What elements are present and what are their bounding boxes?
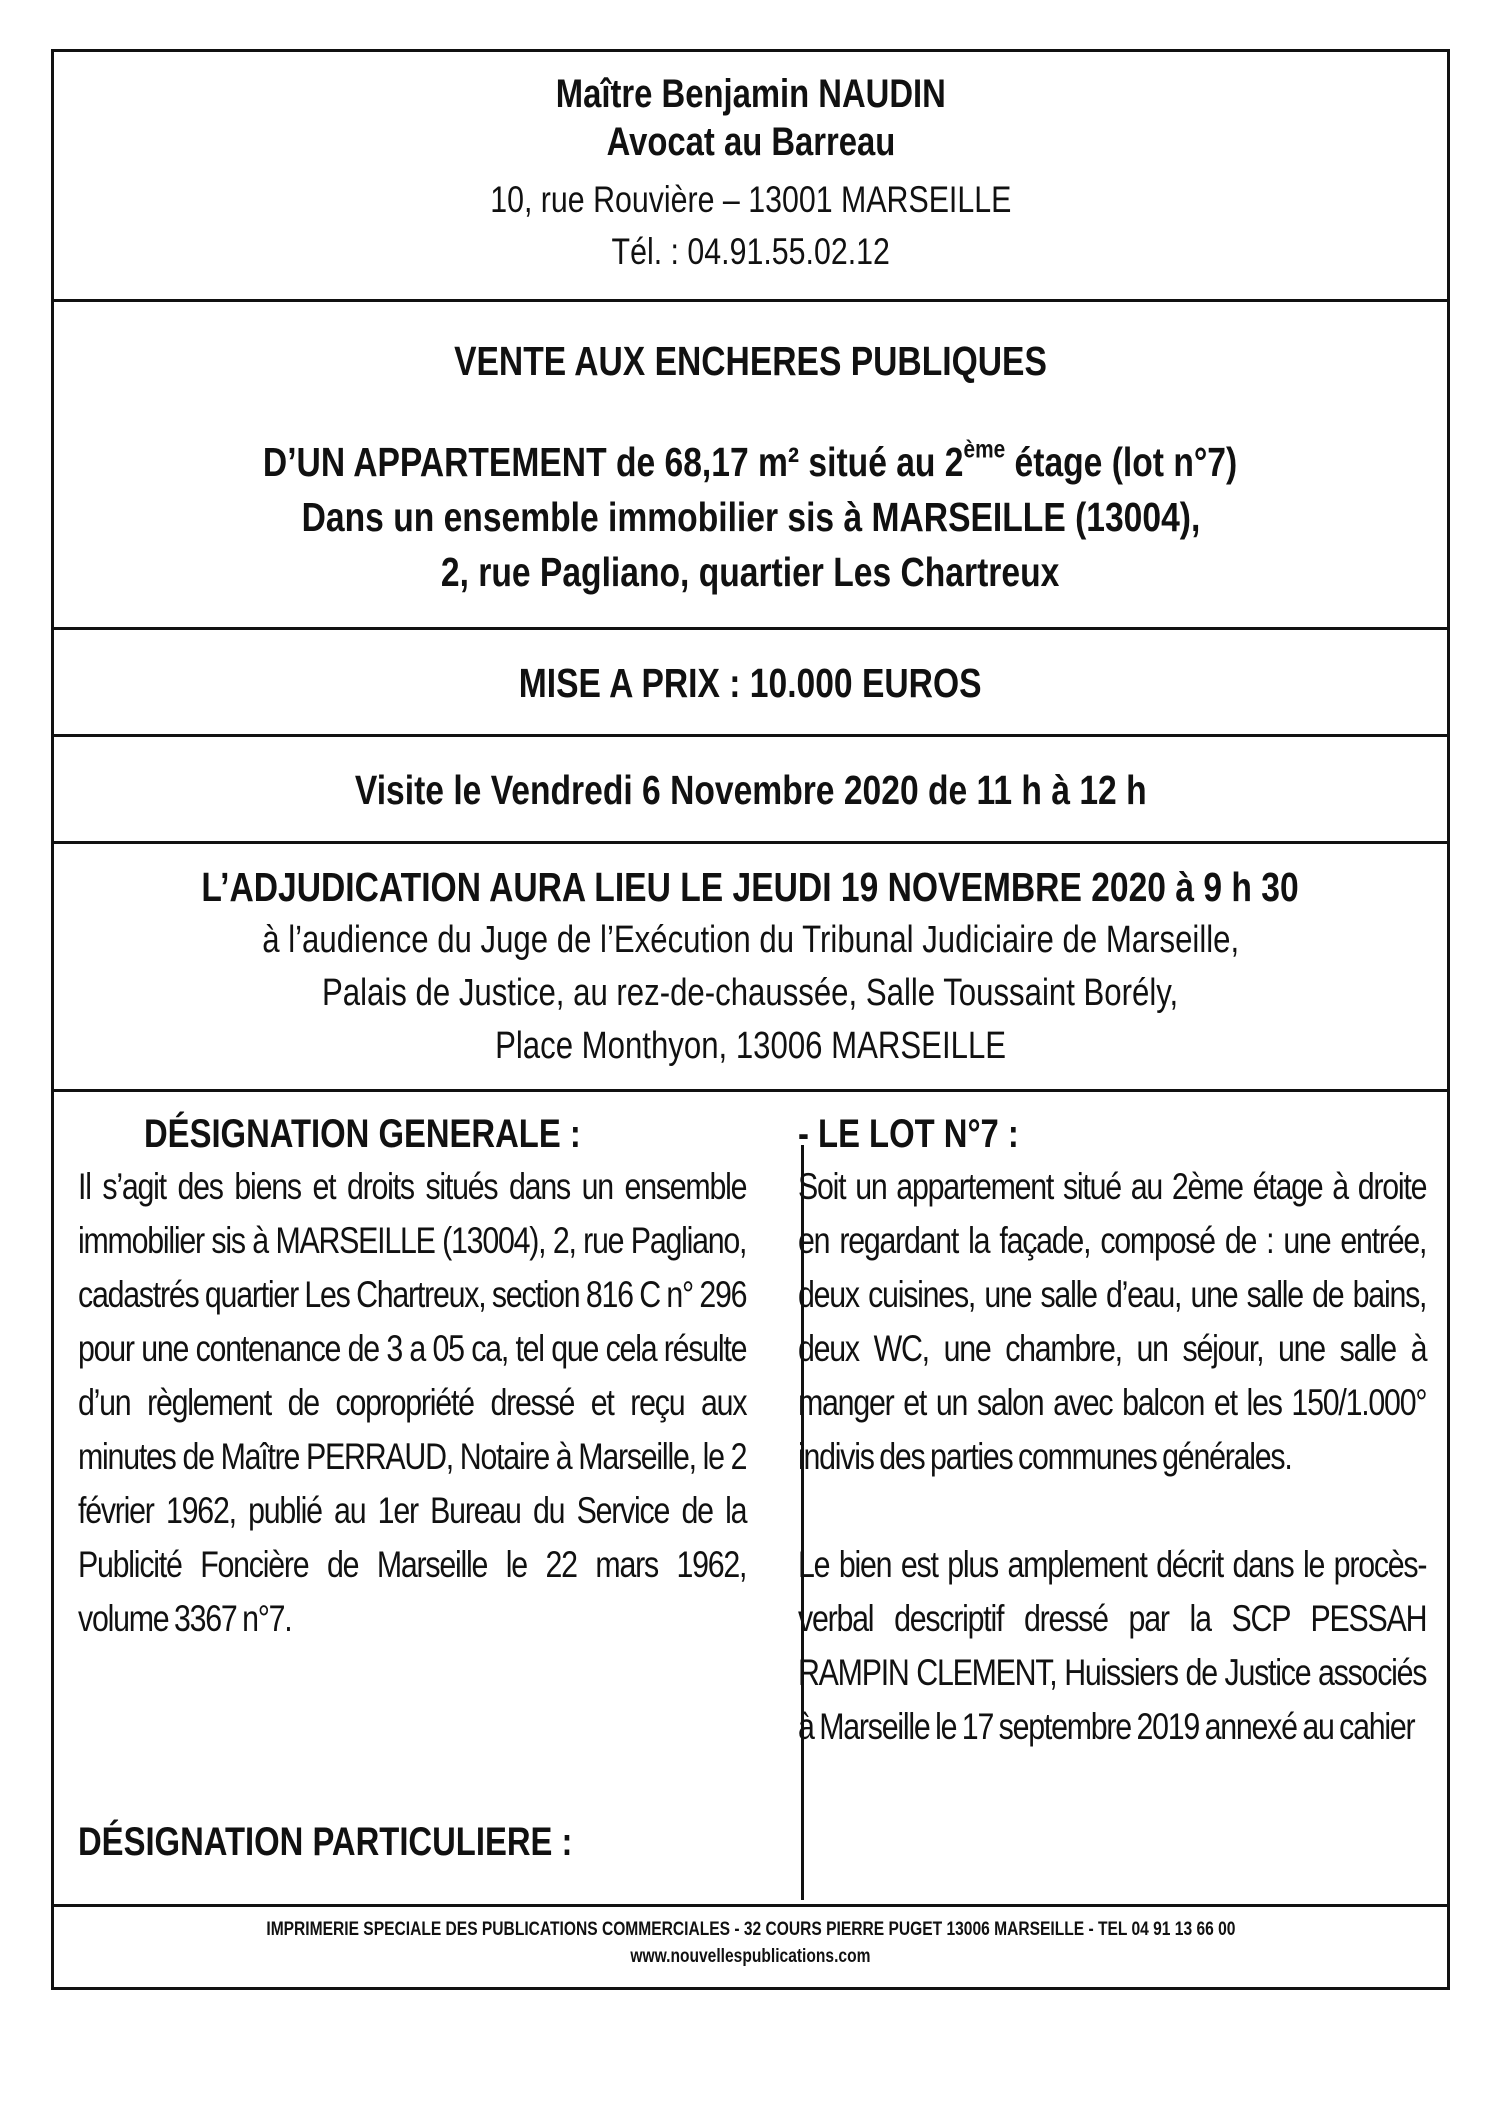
lot-report: Le bien est plus amplement décrit dans le procès-verbal descriptif dressé par la SCP PESSAH RAMPIN CLEMENT, Huissiers de Justice associés à Marseille le 17 septembre 2019 annexé au cahier	[798, 1544, 1427, 1747]
adjudication-section	[54, 844, 1447, 1092]
printer-footer	[54, 1907, 1447, 1969]
notice-frame	[51, 49, 1450, 1990]
lot-column	[772, 1092, 1450, 1904]
sale-line-2: Dans un ensemble immobilier sis à MARSEILLE (13004),	[301, 494, 1200, 540]
visit-section	[54, 737, 1447, 844]
adjudication-heading: L’ADJUDICATION AURA LIEU LE JEUDI 19 NOVEMBRE 2020 à 9 h 30	[201, 864, 1300, 910]
adjudication-line-3: Place Monthyon, 13006 MARSEILLE	[495, 1025, 1006, 1067]
sale-heading: VENTE AUX ENCHERES PUBLIQUES	[454, 338, 1047, 384]
lawyer-name: Maître Benjamin NAUDIN	[555, 72, 946, 116]
price-section	[54, 630, 1447, 737]
lawyer-header	[54, 52, 1447, 302]
starting-price: MISE A PRIX : 10.000 EUROS	[519, 660, 982, 706]
lawyer-address: 10, rue Rouvière – 13001 MARSEILLE	[489, 179, 1012, 220]
printer-address: IMPRIMERIE SPECIALE DES PUBLICATIONS COMMERCIALES - 32 COURS PIERRE PUGET 13006 MARSEILLE - TEL 04 91 13 66 00	[265, 1919, 1236, 1940]
general-designation-title: DÉSIGNATION GENERALE :	[144, 1112, 581, 1156]
lawyer-phone: Tél. : 04.91.55.02.12	[611, 231, 890, 272]
general-designation-column	[54, 1092, 772, 1904]
sale-section	[54, 302, 1447, 630]
particular-designation-title: DÉSIGNATION PARTICULIERE :	[78, 1820, 573, 1864]
adjudication-line-2: Palais de Justice, au rez-de-chaussée, Salle Toussaint Borély,	[322, 972, 1179, 1014]
general-designation-text: Il s’agit des biens et droits situés dans un ensemble immobilier sis à MARSEILLE (13004), 2, rue Pagliano, cadastrés quartier Les Chartreux, section 816 C n° 296 pour une contenance de 3 a 05 ca, tel que cela résulte d’un règlement de copropriété dressé et reçu aux minutes de Maître PERRAUD, Notaire à Marseille, le 2 février 1962, publié au 1er Bureau du Service de la Publicité Foncière de Marseille le 22 mars 1962, volume 3367 n°7.	[78, 1166, 747, 1639]
lot-title: - LE LOT N°7 :	[798, 1112, 1019, 1156]
sale-line-1: D’UN APPARTEMENT de 68,17 m² situé au 2ème étage (lot n°7)	[263, 435, 1238, 485]
adjudication-line-1: à l’audience du Juge de l’Exécution du Tribunal Judiciaire de Marseille,	[262, 919, 1239, 961]
lot-description: Soit un appartement situé au 2ème étage à droite en regardant la façade, composé de : une entrée, deux cuisines, une salle d’eau, une salle de bains, deux WC, une chambre, un séjour, une salle à manger et un salon avec balcon et les 150/1.000° indivis des parties communes générales.	[798, 1166, 1427, 1477]
lawyer-title: Avocat au Barreau	[606, 120, 895, 164]
printer-website: www.nouvellespublications.com	[630, 1946, 871, 1967]
sale-line-3: 2, rue Pagliano, quartier Les Chartreux	[441, 549, 1060, 595]
visit-date: Visite le Vendredi 6 Novembre 2020 de 11 h à 12 h	[354, 767, 1147, 813]
